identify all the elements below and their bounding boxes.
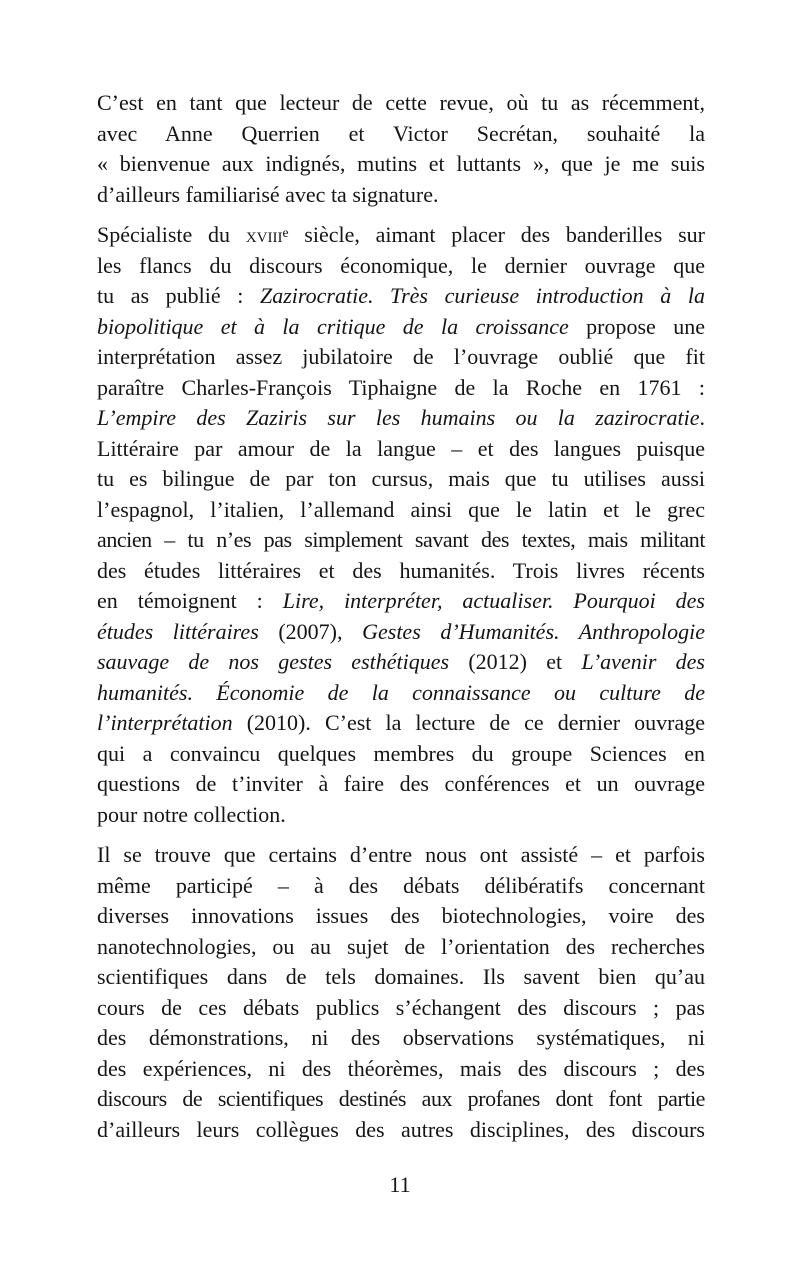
body-text: « bienvenue aux indignés, mutins et luttants », que je me suis <box>97 151 705 176</box>
paragraph <box>97 88 705 210</box>
body-text: scientifiques dans de tels domaines. Ils savent bien qu’au <box>97 964 705 989</box>
text-line <box>97 251 705 282</box>
body-text: . <box>699 405 705 430</box>
text-line <box>97 88 705 119</box>
body-text: discours de scientifiques destinés aux profanes dont font partie <box>97 1086 705 1111</box>
body-text: questions de t’inviter à faire des conférences et un ouvrage <box>97 771 705 796</box>
body-text: Littéraire par amour de la langue – et des langues puisque <box>97 435 705 461</box>
body-text: diverses innovations issues des biotechnologies, voire des <box>97 903 705 928</box>
text-line <box>97 1084 705 1115</box>
text-line <box>97 962 705 993</box>
text-line <box>97 1023 705 1054</box>
body-text: même participé – à des débats délibératifs concernant <box>97 872 705 898</box>
body-text: des démonstrations, ni des observations systématiques, ni <box>97 1025 705 1050</box>
smallcaps-text: xviii <box>245 222 283 247</box>
text-line <box>97 312 705 343</box>
body-text: siècle, aimant placer des banderilles sur <box>288 222 705 247</box>
text-line <box>97 901 705 932</box>
body-text: qui a convaincu quelques membres du groupe Sciences en <box>97 740 705 766</box>
text-line <box>97 403 705 434</box>
text-line <box>97 495 705 526</box>
text-line <box>97 993 705 1024</box>
text-line <box>97 1115 705 1146</box>
body-text: Il se trouve que certains d’entre nous ont assisté – et parfois <box>97 842 705 867</box>
body-text: tu es bilingue de par ton cursus, mais que tu utilises aussi <box>97 466 705 491</box>
text-line <box>97 871 705 902</box>
text-line <box>97 220 705 251</box>
body-text: cours de ces débats publics s’échangent des discours ; pas <box>97 994 705 1020</box>
body-text: (2007), <box>258 618 363 644</box>
superscript-text: e <box>282 224 289 240</box>
body-text: d’ailleurs leurs collègues des autres disciplines, des discours <box>97 1116 705 1142</box>
body-text: (2012) et <box>449 649 582 674</box>
body-text: interprétation assez jubilatoire de l’ouvrage oublié que fit <box>97 344 705 369</box>
italic-text: Zazirocratie. Très curieuse introduction à la <box>259 283 706 308</box>
body-text: l’espagnol, l’italien, l’allemand ainsi que le latin et le grec <box>97 496 705 522</box>
italic-text: l’interprétation <box>97 710 233 735</box>
body-text: propose une <box>568 313 705 339</box>
text-block <box>97 88 705 1145</box>
italic-text: études littéraires <box>97 618 259 644</box>
body-text: d’ailleurs familiarisé avec ta signature. <box>97 181 439 207</box>
text-line <box>97 708 705 739</box>
italic-text: Gestes d’Humanités. Anthropologie <box>362 618 705 644</box>
text-line <box>97 373 705 404</box>
body-text: des expériences, ni des théorèmes, mais des discours ; des <box>97 1055 705 1081</box>
italic-text: L’empire des Zaziris sur les humains ou la zazirocratie <box>97 405 700 430</box>
text-line <box>97 119 705 150</box>
body-text: des études littéraires et des humanités. Trois livres récents <box>97 557 705 583</box>
page-number: 11 <box>389 1172 411 1197</box>
text-line <box>97 281 705 312</box>
text-line <box>97 840 705 871</box>
body-text: pour notre collection. <box>97 801 286 827</box>
text-line <box>97 739 705 770</box>
text-line <box>97 617 705 648</box>
paragraph <box>97 220 705 830</box>
text-line <box>97 1054 705 1085</box>
body-text: les flancs du discours économique, le dernier ouvrage que <box>97 252 705 278</box>
body-text: paraître Charles-François Tiphaigne de la Roche en 1761 : <box>97 374 705 400</box>
body-text: tu as publié : <box>97 283 260 308</box>
text-line <box>97 525 705 556</box>
text-line <box>97 678 705 709</box>
body-text: en témoignent : <box>97 588 283 613</box>
text-line <box>97 932 705 963</box>
text-line <box>97 342 705 373</box>
text-line <box>97 149 705 180</box>
italic-text: biopolitique et à la critique de la croissance <box>97 313 569 339</box>
text-line <box>97 180 705 211</box>
text-line <box>97 434 705 465</box>
text-line <box>97 464 705 495</box>
body-text: Spécialiste du <box>97 222 246 247</box>
text-line <box>97 800 705 831</box>
italic-text: L’avenir des <box>581 649 705 674</box>
text-line <box>97 556 705 587</box>
text-line <box>97 769 705 800</box>
text-line <box>97 647 705 678</box>
body-text: C’est en tant que lecteur de cette revue, où tu as récemment, <box>97 90 705 115</box>
paragraph <box>97 840 705 1145</box>
italic-text: humanités. Économie de la connaissance ou culture de <box>97 679 705 705</box>
italic-text: Lire, interpréter, actualiser. Pourquoi des <box>282 588 705 613</box>
body-text: (2010). C’est la lecture de ce dernier ouvrage <box>232 710 705 735</box>
body-text: ancien – tu n’es pas simplement savant des textes, mais militant <box>97 527 705 552</box>
body-text: avec Anne Querrien et Victor Secrétan, souhaité la <box>97 120 705 146</box>
italic-text: sauvage de nos gestes esthétiques <box>97 649 450 674</box>
text-line <box>97 586 705 617</box>
body-text: nanotechnologies, ou au sujet de l’orientation des recherches <box>97 933 705 959</box>
